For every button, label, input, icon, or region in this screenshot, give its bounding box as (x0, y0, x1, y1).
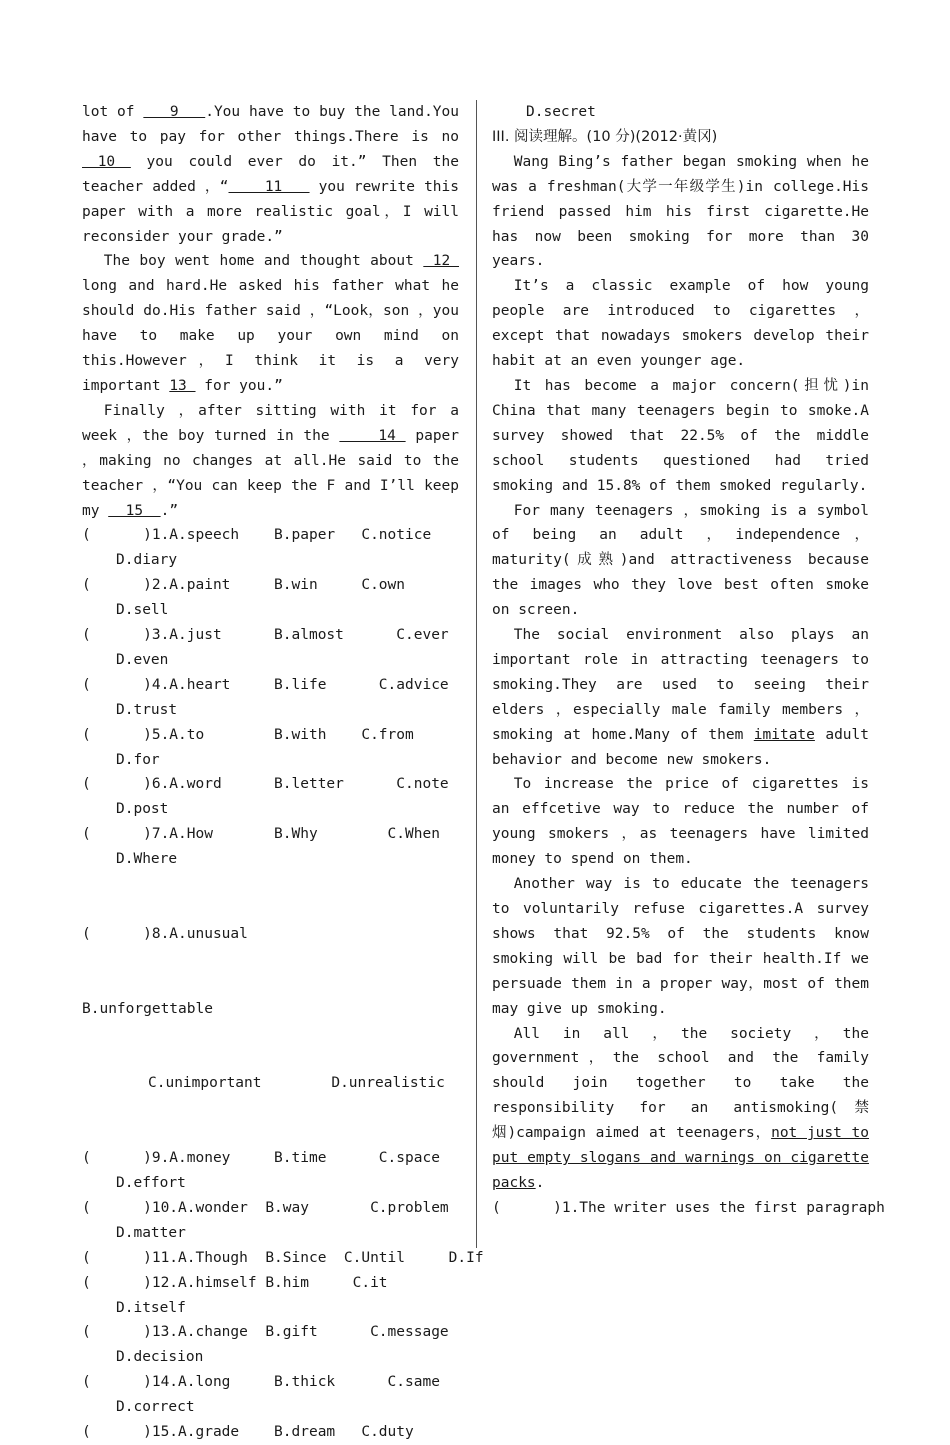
question-option-d: D.Where (116, 851, 178, 868)
question-option-d: D.even (116, 651, 169, 668)
question-option-d: D.sell (116, 602, 169, 619)
question-option-d: D.secret (526, 104, 596, 120)
question-options: ( )2.A.paint B.win C.own (82, 577, 406, 594)
left-column (82, 100, 484, 1445)
blank-11: 11 (228, 178, 310, 195)
question-option-b: B.unforgettable (82, 1000, 213, 1017)
text: for you.” (195, 377, 283, 394)
question-1[interactable] (82, 523, 459, 573)
question-options: ( )8.A.unusual (82, 925, 248, 942)
question-options: ( )5.A.to B.with C.from (82, 726, 414, 743)
blank-12: 12 (423, 253, 459, 270)
question-option-d: D.itself (116, 1299, 186, 1316)
question-option-d: D.unrealistic (331, 1075, 445, 1092)
question-10[interactable] (82, 1196, 459, 1246)
question-options: ( )13.A.change B.gift C.message (82, 1324, 449, 1341)
question-options: ( )12.A.himself B.him C.it (82, 1274, 388, 1291)
question-option-d: D.effort (116, 1174, 186, 1191)
question-options: ( )4.A.heart B.life C.advice (82, 676, 449, 693)
question-6[interactable] (82, 772, 459, 822)
blank-15: 15 (108, 502, 161, 519)
underlined-word: imitate (753, 726, 815, 743)
question-9[interactable] (82, 1146, 459, 1196)
question-options: ( )1.A.speech B.paper C.notice (82, 527, 432, 544)
right-column (492, 100, 885, 1221)
cloze-paragraph-2 (82, 249, 459, 398)
reading-paragraph-6: To increase the price of cigarettes is an effcetive way to reduce the number of young smokers ，as teenagers have limited money to spend on them. (492, 776, 869, 868)
question-2[interactable] (82, 573, 459, 623)
question-option-d: D.diary (116, 552, 178, 569)
underlined-sentence: not just to put empty slogans and warnings on cigarette packs (492, 1125, 870, 1191)
question-list-9-15 (82, 1146, 484, 1445)
text: adult behavior and become new smokers. (492, 726, 869, 768)
question-options: ( )14.A.long B.thick C.same (82, 1374, 440, 1391)
question-options: ( )11.A.Though B.Since C.Until D.If (82, 1249, 484, 1266)
question-options: ( )7.A.How B.Why C.When (82, 826, 440, 843)
blank-10: 10 (82, 153, 131, 170)
text: you could ever do it.” Then the teacher added ，“ (82, 153, 459, 195)
text: . (535, 1174, 545, 1191)
question-option-c: C.unimportant (148, 1075, 262, 1092)
reading-paragraph-4: For many teenagers ，smoking is a symbol of being an adult ，independence，maturity(成熟)and attractiveness because the images who they love best often smoke on screen. (492, 502, 869, 619)
column-divider (476, 100, 477, 1248)
question-option-d: D.correct (116, 1399, 195, 1416)
text: .You have to buy the land.You have to pay for other things.There is no (82, 104, 460, 145)
reading-paragraph-8 (492, 1022, 869, 1196)
question-options: ( )15.A.grade B.dream C.duty (82, 1424, 414, 1441)
reading-paragraph-5 (492, 623, 869, 772)
question-option-d: D.post (116, 801, 169, 818)
question-options: ( )10.A.wonder B.way C.problem (82, 1199, 449, 1216)
text: you rewrite this paper with a more realistic goal，I will reconsider your grade.” (82, 178, 459, 245)
question-13[interactable] (82, 1320, 459, 1370)
section-heading: III. 阅读理解。(10 分)(2012·黄冈) (492, 128, 718, 145)
blank-13: 13 (169, 377, 196, 394)
reading-paragraph-3: It has become a major concern(担忧)in China that many teenagers begin to smoke.A survey showed that 22.5% of the middle school students questioned had tried smoking and 15.8% of them smoked regularly. (492, 377, 869, 494)
question-8[interactable] (82, 872, 459, 1146)
question-3[interactable] (82, 623, 459, 673)
question-option-d: D.for (116, 751, 160, 768)
text: .” (160, 502, 179, 519)
question-15[interactable] (82, 1420, 459, 1445)
cloze-paragraph-3 (82, 399, 459, 524)
question-5[interactable] (82, 723, 459, 773)
question-option-d: D.trust (116, 701, 178, 718)
blank-9: 9 (143, 104, 206, 120)
question-options: ( )9.A.money B.time C.space (82, 1150, 440, 1167)
reading-paragraph-1: Wang Bing’s father began smoking when he was a freshman(大学一年级学生)in college.His friend passed him his first cigarette.He has now been smoking for more than 30 years. (492, 153, 869, 270)
question-option-d: D.decision (116, 1349, 204, 1366)
question-options: ( )3.A.just B.almost C.ever (82, 627, 449, 644)
reading-paragraph-2: It’s a classic example of how young people are introduced to cigarettes ，except that nowadays smokers develop their habit at an even younger age. (492, 278, 869, 370)
text: long and hard.He asked his father what he should do.His father said ，“Look，son ，you have to make up your own mind on this.However，I think it is a very important (82, 278, 459, 394)
reading-question-1[interactable]: ( )1.The writer uses the first paragraph (492, 1199, 885, 1216)
text: The boy went home and thought about (103, 253, 424, 270)
blank-14: 14 (339, 427, 406, 444)
question-list-1-7 (82, 523, 459, 872)
cloze-paragraph-1 (82, 100, 459, 249)
question-7[interactable] (82, 822, 459, 872)
question-11[interactable] (82, 1246, 484, 1271)
question-12[interactable] (82, 1271, 459, 1321)
reading-paragraph-7: Another way is to educate the teenagers to voluntarily refuse cigarettes.A survey shows that 92.5% of the students know smoking will be bad for their health.If we persuade them in a proper way，most of them may give up smoking. (492, 876, 869, 1017)
text: lot of (82, 104, 144, 120)
text: All in all ，the society ，the government，the school and the family should join together to take the responsibility for an antismoking(禁烟)campaign aimed at teenagers， (492, 1025, 869, 1142)
text: The social environment also plays an important role in attracting teenagers to smoking.They are used to seeing their elders ，especially male family members ，smoking at home.Many of them (492, 627, 869, 743)
question-options: ( )6.A.word B.letter C.note (82, 776, 449, 793)
question-4[interactable] (82, 673, 459, 723)
question-option-d: D.matter (116, 1224, 186, 1241)
text: paper ，making no changes at all.He said to the teacher ，“You can keep the F and I’ll keep my (82, 427, 460, 519)
question-14[interactable] (82, 1370, 459, 1420)
text: Finally ，after sitting with it for a week ，the boy turned in the (82, 402, 459, 444)
